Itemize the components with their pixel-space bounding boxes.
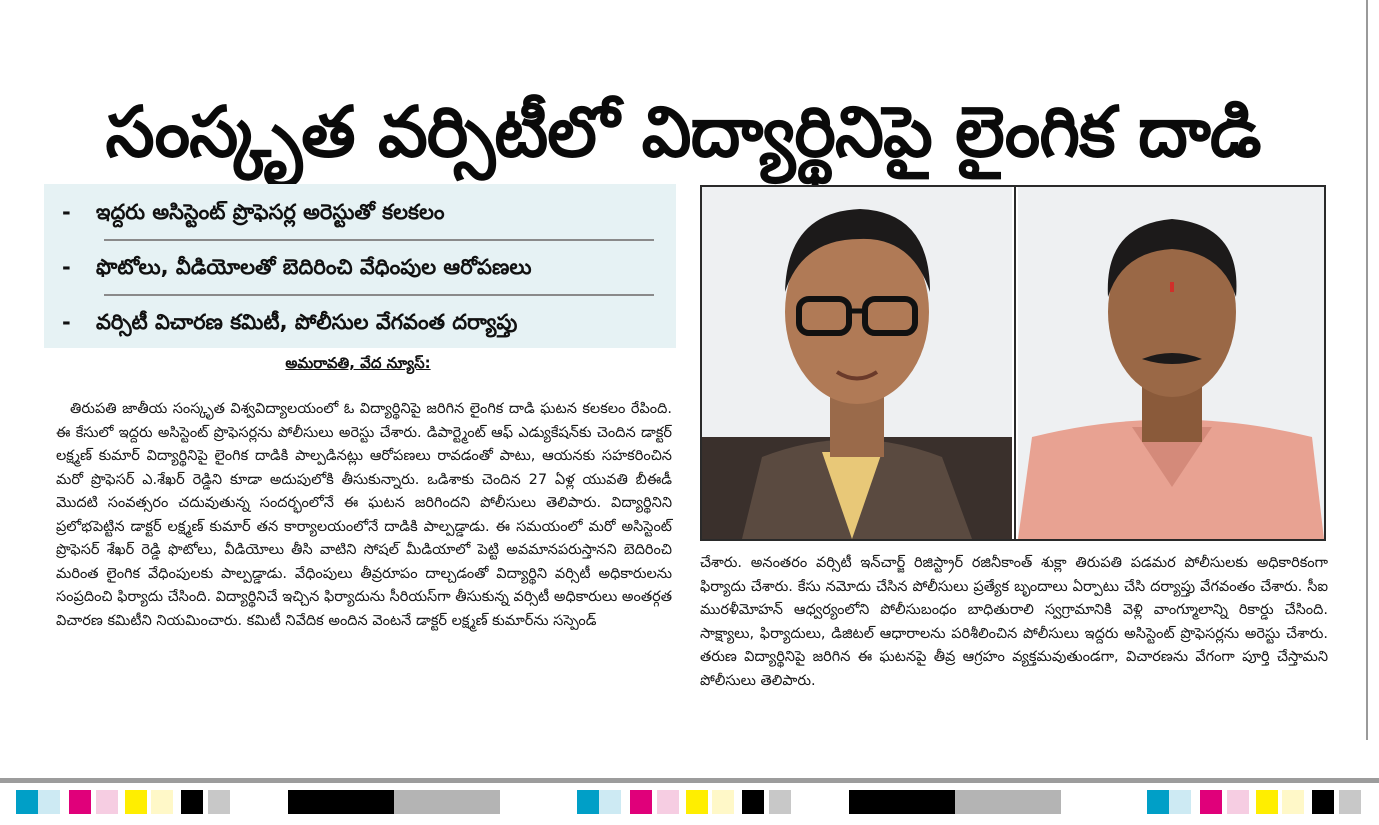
registration-swatch	[1339, 790, 1361, 814]
highlight-item: - వర్సిటీ విచారణ కమిటీ, పోలీసుల వేగవంత దర్యాప్తు	[62, 298, 658, 346]
bullet-dash-icon: -	[62, 255, 71, 279]
highlight-item: - ఫొటోలు, వీడియోలతో బెదిరించి వేధింపుల ఆరోపణలు	[62, 243, 658, 291]
registration-swatch	[96, 790, 118, 814]
registration-swatch	[1227, 790, 1249, 814]
registration-swatch	[38, 790, 60, 814]
article-column-1: తిరుపతి జాతీయ సంస్కృత విశ్వవిద్యాలయంలో ఓ విద్యార్థినిపై జరిగిన లైంగిక దాడి ఘటన కలకలం రేపింది. ఈ కేసులో ఇద్దరు అసిస్టెంట్ ప్రొఫెసర్లను పోలీసులు అరెస్టు చేశారు. డిపార్ట్మెంట్ ఆఫ్ ఎడ్యుకేషన్‌కు చెందిన డాక్టర్ లక్ష్మణ్ కుమార్ విద్యార్థినిపై లైంగిక దాడికి పాల్పడినట్లు ఆరోపణలు రావడంతో పాటు, ఆయనకు సహకరించిన మరో ప్రొఫెసర్ ఎ.శేఖర్ రెడ్డిని కూడా అదుపులోకి తీసుకున్నారు. ఒడిశాకు చెందిన 27 ఏళ్ల యువతి బీఈడీ మొదటి సంవత్సరం చదువుతున్న సందర్భంలోనే ఈ ఘటన జరిగిందని పోలీసులు తెలిపారు. విద్యార్థినిని ప్రలోభపెట్టిన డాక్టర్ లక్ష్మణ్ కుమార్ తన కార్యాలయంలోనే దాడికి పాల్పడ్డాడు. ఈ సమయంలో మరో అసిస్టెంట్ ప్రొఫెసర్ శేఖర్ రెడ్డి ఫొటోలు, వీడియోలు తీసి వాటిని సోషల్ మీడియాలో పెట్టి అవమానపరుస్తానని బెదిరించి మరింత లైంగిక వేధింపులకు పాల్పడ్డాడు. వేధింపులు తీవ్రరూపం దాల్చడంతో విద్యార్థిని వర్సిటీ అధికారులను సంప్రదించి ఫిర్యాదు చేసింది. విద్యార్థినిచే ఇచ్చిన ఫిర్యాదును సీరియస్‌గా తీసుకున్న వర్సిటీ అధికారులు అంతర్గత విచారణ కమిటీని నియమించారు. కమిటీ నివేదిక అందిన వెంటనే డాక్టర్ లక్ష్మణ్ కుమార్‌ను సస్పెండ్	[56, 401, 672, 629]
registration-swatch	[686, 790, 708, 814]
page-edge-rule	[1366, 0, 1368, 740]
highlight-divider	[104, 294, 654, 296]
headline: సంస్కృత వర్సిటీలో విద్యార్థినిపై లైంగిక దాడి	[105, 90, 1261, 173]
registration-swatch	[955, 790, 1061, 814]
portrait-photo-man-glasses-icon	[702, 187, 1012, 539]
bullet-dash-icon: -	[62, 200, 71, 224]
highlight-item: - ఇద్దరు అసిస్టెంట్ ప్రొఫెసర్ల అరెస్టుతో కలకలం	[62, 188, 658, 236]
registration-swatch	[181, 790, 203, 814]
registration-swatch	[394, 790, 500, 814]
registration-swatch	[1312, 790, 1334, 814]
registration-swatch	[742, 790, 764, 814]
highlight-divider	[104, 239, 654, 241]
registration-swatch	[1282, 790, 1304, 814]
portrait-photo-man-pink-shirt-icon	[1018, 187, 1324, 539]
registration-swatch	[1200, 790, 1222, 814]
accused-photos	[700, 185, 1326, 541]
registration-swatch	[1256, 790, 1278, 814]
registration-swatch	[599, 790, 621, 814]
dateline: అమరావతి, వేద న్యూస్:	[285, 354, 431, 372]
registration-swatch	[208, 790, 230, 814]
registration-swatch	[151, 790, 173, 814]
registration-swatch	[769, 790, 791, 814]
registration-swatch	[849, 790, 955, 814]
registration-swatch	[288, 790, 394, 814]
registration-swatch	[630, 790, 652, 814]
bullet-dash-icon: -	[62, 310, 71, 334]
registration-swatch	[125, 790, 147, 814]
highlights-box	[44, 184, 676, 348]
registration-swatch	[657, 790, 679, 814]
registration-swatch	[69, 790, 91, 814]
article-column-2: చేశారు. అనంతరం వర్సిటీ ఇన్‌చార్జ్ రిజిస్ట్రార్ రజినీకాంత్ శుక్లా తిరుపతి పడమర పోలీసులకు అధికారికంగా ఫిర్యాదు చేశారు. కేసు నమోదు చేసిన పోలీసులు ప్రత్యేక బృందాలు ఏర్పాటు చేసి దర్యాప్తు వేగవంతం చేశారు. సీఐ మురళీమోహన్ ఆధ్వర్యంలోని పోలీసుబంధం బాధితురాలి స్వగ్రామానికి వెళ్లి వాంగ్మూలాన్ని రికార్డు చేసింది. సాక్ష్యాలు, ఫిర్యాదులు, డిజిటల్ ఆధారాలను పరిశీలించిన పోలీసులు ఇద్దరు అసిస్టెంట్ ప్రొఫెసర్లను అరెస్టు చేశారు. తరుణ విద్యార్థినిపై జరిగిన ఈ ఘటనపై తీవ్ర ఆగ్రహం వ్యక్తమవుతుండగా, విచారణను వేగంగా పూర్తి చేస్తామని పోలీసులు తెలిపారు.	[700, 555, 1328, 689]
print-registration-line	[0, 778, 1379, 783]
registration-swatch	[577, 790, 599, 814]
registration-swatch	[16, 790, 38, 814]
registration-swatch	[712, 790, 734, 814]
registration-swatch	[1147, 790, 1169, 814]
registration-swatch	[1169, 790, 1191, 814]
